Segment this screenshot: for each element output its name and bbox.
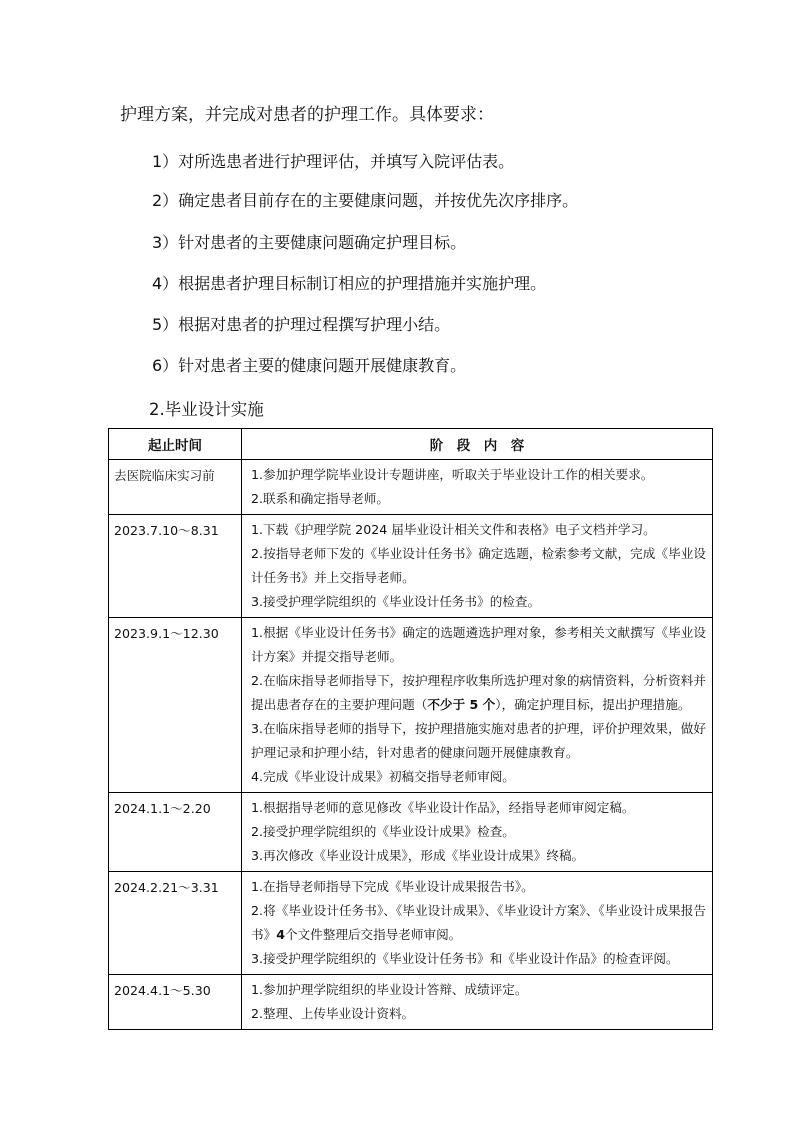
table-row [109, 515, 713, 618]
content-cell [242, 618, 713, 793]
section-title: 2.毕业设计实施 [149, 400, 264, 419]
table-row [109, 618, 713, 793]
task-item: 3.接受护理学院组织的《毕业设计任务书》和《毕业设计作品》的检查评阅。 [251, 951, 679, 966]
task-item: 1.在指导老师指导下完成《毕业设计成果报告书》。 [251, 879, 534, 894]
task-item: 4.完成《毕业设计成果》初稿交指导老师审阅。 [251, 769, 515, 784]
table-header-row [109, 429, 713, 460]
task-item: 1.根据《毕业设计任务书》确定的选题遴选护理对象，参考相关文献撰写《毕业设计方案》并提交指导老师。 [251, 625, 706, 664]
period-cell: 2024.1.1～2.20 [109, 793, 242, 872]
task-item: 1.参加护理学院组织的毕业设计答辩、成绩评定。 [251, 982, 528, 997]
period-cell: 2024.2.21～3.31 [109, 872, 242, 975]
task-item: 2.联系和确定指导老师。 [251, 491, 389, 506]
column-header-period: 起止时间 [109, 429, 242, 460]
content-cell [242, 872, 713, 975]
task-item: 2.整理、上传毕业设计资料。 [251, 1006, 415, 1021]
task-item: 2.按指导老师下发的《毕业设计任务书》确定选题，检索参考文献，完成《毕业设计任务书》并上交指导老师。 [251, 546, 706, 585]
requirement-item: 4）根据患者护理目标制订相应的护理措施并实施护理。 [152, 274, 547, 293]
task-item [251, 899, 706, 947]
table-row [109, 975, 713, 1030]
emphasis-text: 4 [276, 927, 285, 942]
table-row [109, 460, 713, 515]
task-item: 3.接受护理学院组织的《毕业设计任务书》的检查。 [251, 594, 541, 609]
task-item [251, 669, 706, 717]
task-item: 2.接受护理学院组织的《毕业设计成果》检查。 [251, 824, 515, 839]
requirement-item: 6）针对患者主要的健康问题开展健康教育。 [152, 356, 467, 375]
requirement-item: 3）针对患者的主要健康问题确定护理目标。 [152, 233, 467, 252]
task-item: 3.在临床指导老师的指导下，按护理措施实施对患者的护理，评价护理效果，做好护理记录和护理小结，针对患者的健康问题开展健康教育。 [251, 721, 706, 760]
task-text: 2.将《毕业设计任务书》、《毕业设计成果》、《毕业设计方案》、《毕业设计成果报告书》 [251, 903, 706, 942]
task-item: 3.再次修改《毕业设计成果》，形成《毕业设计成果》终稿。 [251, 848, 585, 863]
content-cell [242, 460, 713, 515]
task-item: 1.参加护理学院毕业设计专题讲座，听取关于毕业设计工作的相关要求。 [251, 467, 654, 482]
table-row [109, 872, 713, 975]
task-item: 1.根据指导老师的意见修改《毕业设计作品》，经指导老师审阅定稿。 [251, 800, 635, 815]
emphasis-text: 不少于 5 个 [427, 697, 496, 712]
task-text: 2.在临床指导老师指导下，按护理程序收集所选护理对象的病情资料，分析资料并提出患者存在的主要护理问题（ [251, 673, 706, 712]
period-cell: 2023.9.1～12.30 [109, 618, 242, 793]
requirement-item: 1）对所选患者进行护理评估，并填写入院评估表。 [152, 152, 515, 171]
schedule-table [108, 428, 713, 1030]
task-text: ），确定护理目标，提出护理措施。 [495, 697, 691, 712]
content-cell [242, 975, 713, 1030]
task-text: 个文件整理后交指导老师审阅。 [284, 927, 462, 942]
period-cell: 2023.7.10～8.31 [109, 515, 242, 618]
content-cell [242, 515, 713, 618]
table-row [109, 793, 713, 872]
task-item: 1.下载《护理学院 2024 届毕业设计相关文件和表格》电子文档并学习。 [251, 522, 656, 537]
column-header-content: 阶 段 内 容 [242, 429, 713, 460]
intro-text: 护理方案，并完成对患者的护理工作。具体要求： [120, 105, 494, 125]
requirement-item: 5）根据对患者的护理过程撰写护理小结。 [152, 315, 451, 334]
content-cell [242, 793, 713, 872]
period-cell: 2024.4.1～5.30 [109, 975, 242, 1030]
requirement-item: 2）确定患者目前存在的主要健康问题，并按优先次序排序。 [152, 191, 579, 210]
period-cell: 去医院临床实习前 [109, 460, 242, 515]
